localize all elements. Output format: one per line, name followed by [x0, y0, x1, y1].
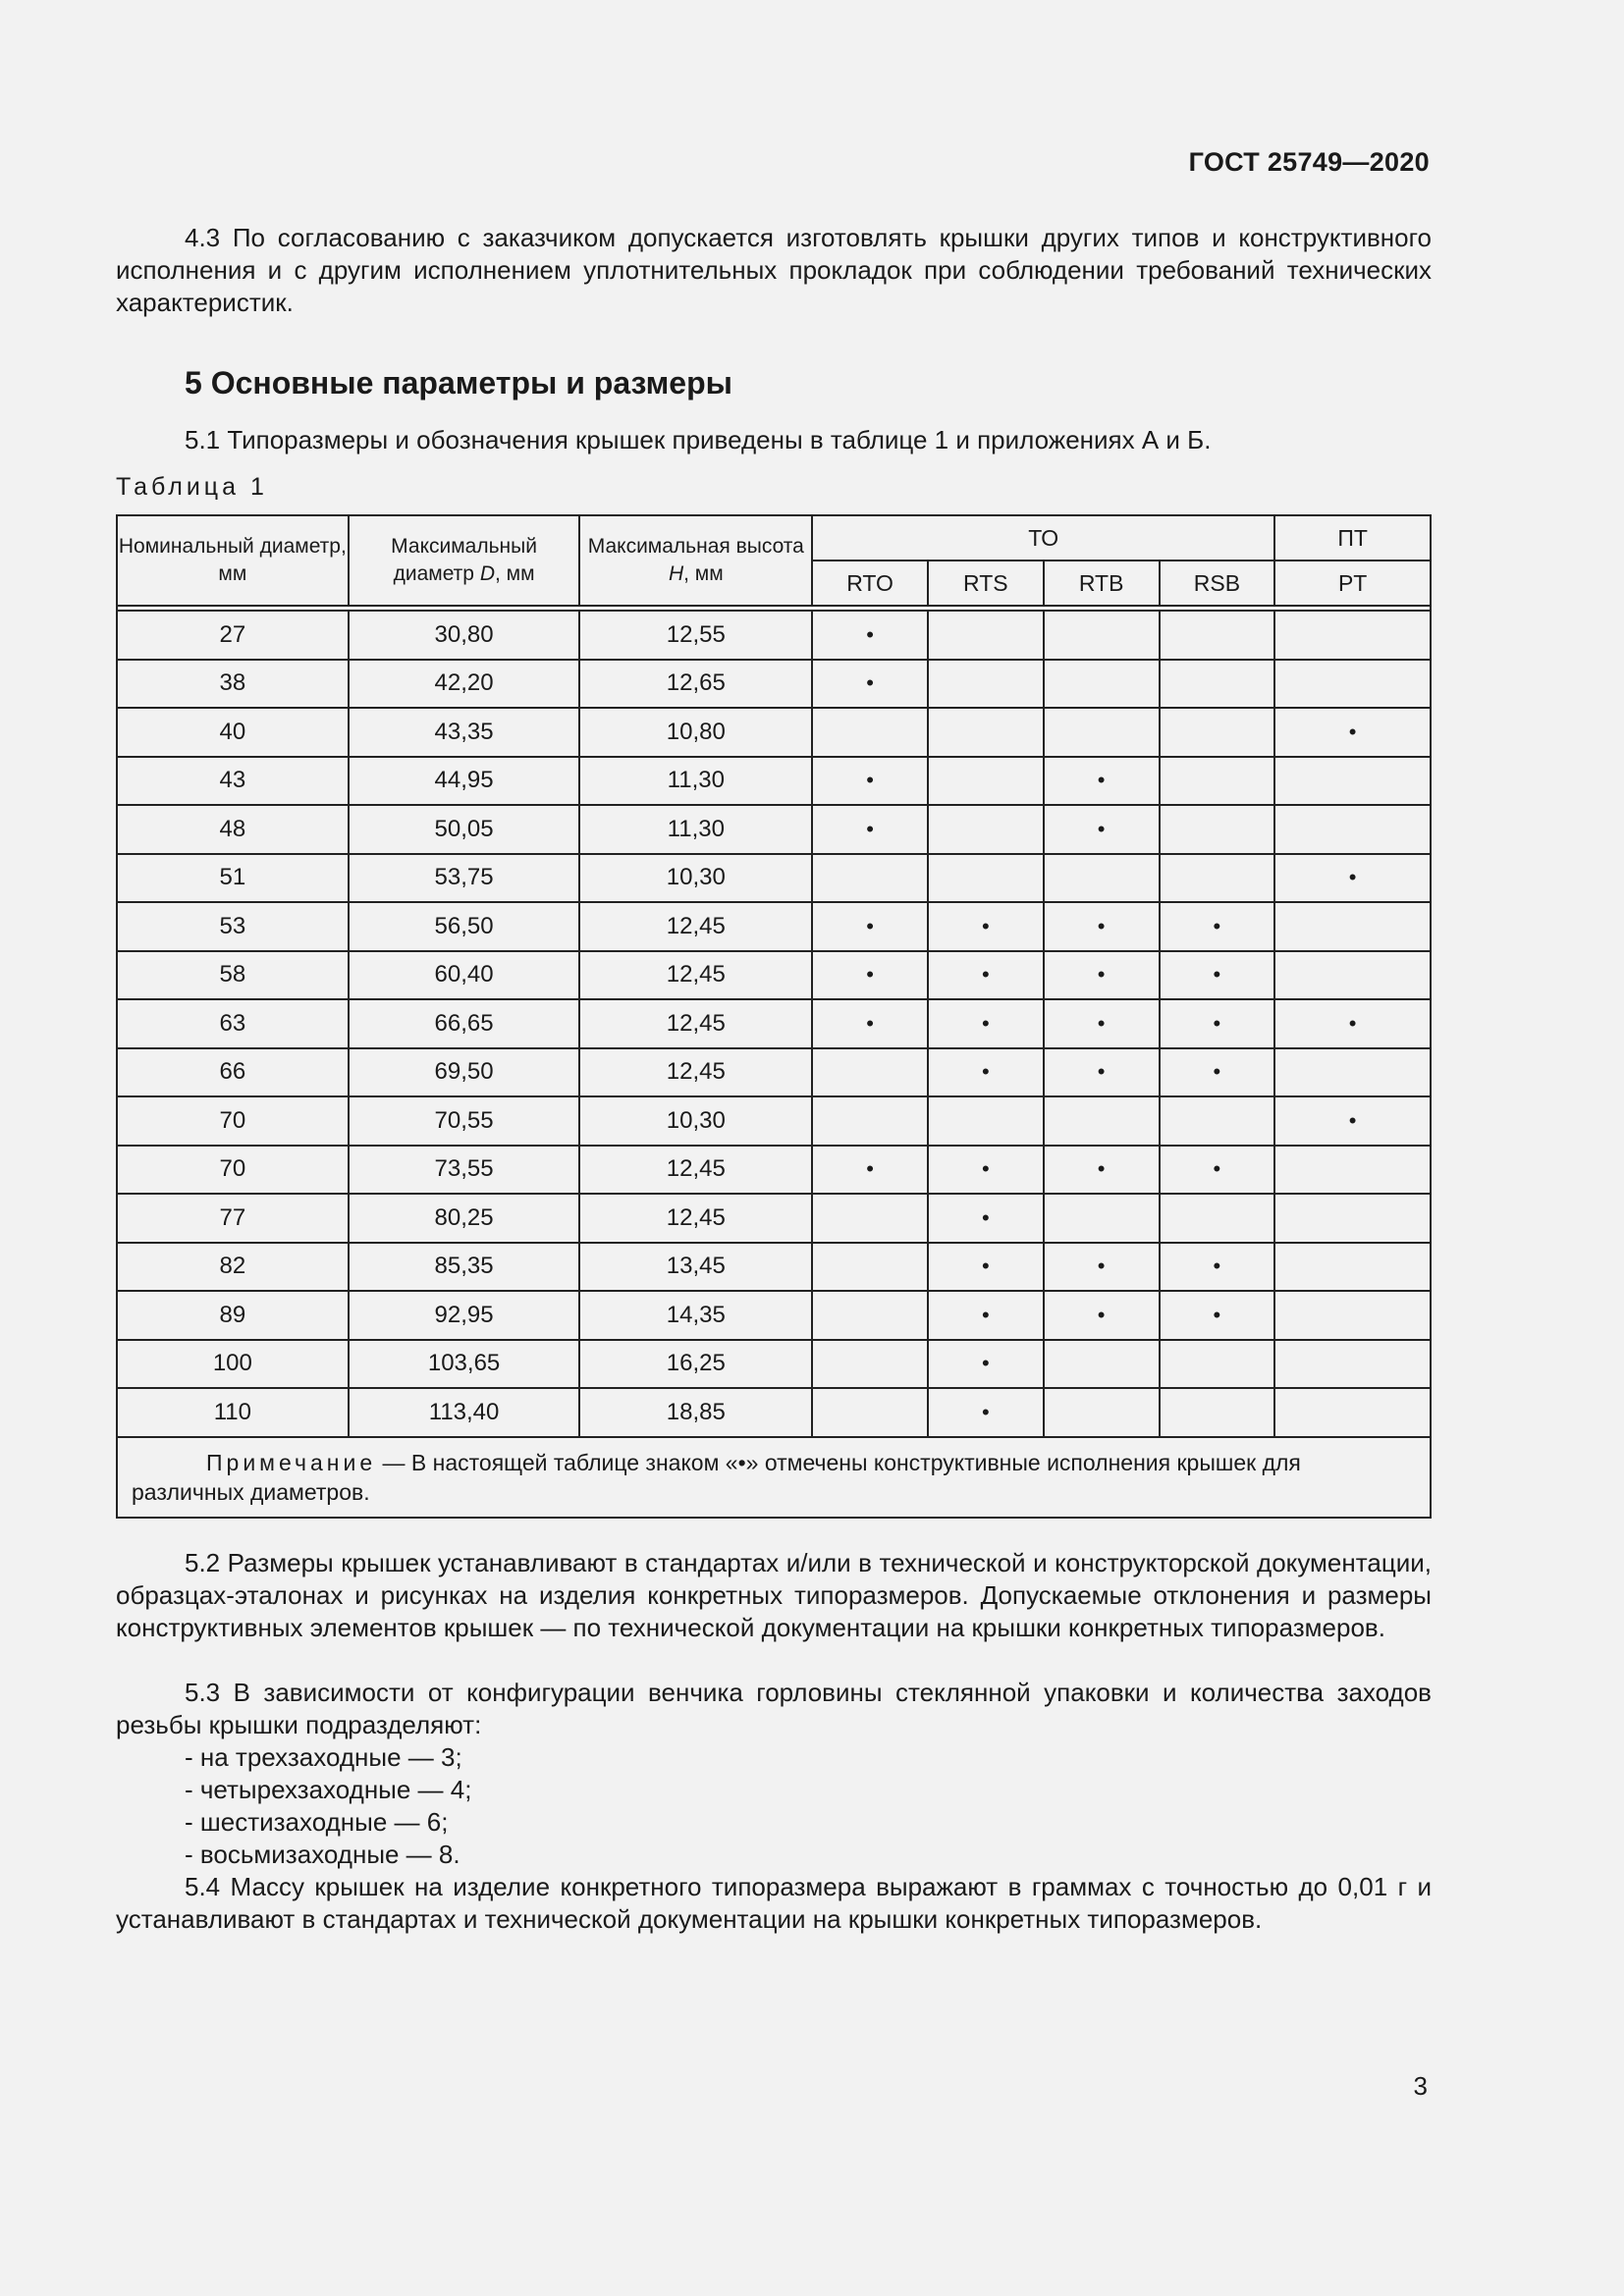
mark-dot: • [981, 1010, 990, 1036]
cell-nominal-diameter: 38 [117, 660, 349, 709]
list-item: - четырехзаходные — 4; [185, 1775, 472, 1804]
paragraph-5-2: 5.2 Размеры крышек устанавливают в стандартах и/или в технической и конструкторской документации, образцах-эталонах и рисунках на изделия конкретных типоразмеров. Допускаемые отклонения и размеры конструктивных элементов крышек — по технической документации на крышки конкретных типоразмеров. [116, 1548, 1432, 1642]
cell-pt [1274, 854, 1431, 903]
cell-rtb [1044, 1146, 1160, 1195]
table-body [117, 611, 1431, 1437]
cell-rts [928, 1243, 1044, 1292]
cell-nominal-diameter: 53 [117, 902, 349, 951]
mark-dot: • [1097, 816, 1106, 841]
cell-rto [812, 660, 928, 709]
list-item: - шестизаходные — 6; [185, 1807, 449, 1837]
paragraph-4-3: 4.3 По согласованию с заказчиком допускается изготовлять крышки других типов и конструктивного исполнения и с другим исполнением уплотнительных прокладок при соблюдении требований технических характеристик. [116, 223, 1432, 317]
table-caption: Таблица 1 [116, 473, 268, 501]
list-item: - на трехзаходные — 3; [185, 1742, 462, 1772]
note-label: Примечание [206, 1449, 377, 1475]
mark-dot: • [1097, 1059, 1106, 1085]
cell-rto [812, 805, 928, 854]
cell-pt [1274, 999, 1431, 1048]
cell-rts [928, 951, 1044, 1000]
cell-rto [812, 708, 928, 757]
mark-dot: • [981, 1399, 990, 1424]
cell-nominal-diameter: 58 [117, 951, 349, 1000]
cell-max-height: 10,30 [579, 854, 812, 903]
cell-rsb [1160, 1340, 1275, 1389]
cell-rsb [1160, 1243, 1275, 1292]
mark-dot: • [981, 1156, 990, 1182]
mark-dot: • [1213, 1010, 1221, 1036]
cell-max-height: 11,30 [579, 757, 812, 806]
cell-max-diameter: 42,20 [349, 660, 580, 709]
cell-rsb [1160, 951, 1275, 1000]
cell-max-height: 10,80 [579, 708, 812, 757]
cell-rsb [1160, 660, 1275, 709]
table-row [117, 902, 1431, 951]
cell-max-height: 10,30 [579, 1096, 812, 1146]
cell-rsb [1160, 1146, 1275, 1195]
cell-pt [1274, 1194, 1431, 1243]
cell-pt [1274, 757, 1431, 806]
mark-dot: • [866, 670, 874, 696]
cell-rtb [1044, 999, 1160, 1048]
mark-dot: • [1097, 1254, 1106, 1279]
cell-rts [928, 805, 1044, 854]
cell-max-diameter: 70,55 [349, 1096, 580, 1146]
cell-nominal-diameter: 48 [117, 805, 349, 854]
cell-max-diameter: 85,35 [349, 1243, 580, 1292]
cell-rto [812, 1194, 928, 1243]
header-rsb: RSB [1160, 561, 1275, 606]
cell-max-diameter: 60,40 [349, 951, 580, 1000]
cell-rts [928, 708, 1044, 757]
mark-dot: • [866, 913, 874, 938]
cell-rtb [1044, 660, 1160, 709]
mark-dot: • [1348, 719, 1357, 744]
table-row [117, 611, 1431, 660]
paragraph-5-1: 5.1 Типоразмеры и обозначения крышек приведены в таблице 1 и приложениях А и Б. [185, 425, 1212, 454]
cell-nominal-diameter: 82 [117, 1243, 349, 1292]
cell-rtb [1044, 1096, 1160, 1146]
cell-rsb [1160, 999, 1275, 1048]
cell-rtb [1044, 1291, 1160, 1340]
header-rto: RTO [812, 561, 928, 606]
cell-rsb [1160, 854, 1275, 903]
mark-dot: • [1097, 962, 1106, 988]
cell-nominal-diameter: 77 [117, 1194, 349, 1243]
cell-nominal-diameter: 70 [117, 1146, 349, 1195]
cell-rts [928, 902, 1044, 951]
cell-rts [928, 611, 1044, 660]
cell-rtb [1044, 1243, 1160, 1292]
header-rtb: RTB [1044, 561, 1160, 606]
cell-max-height: 18,85 [579, 1388, 812, 1437]
cell-pt [1274, 1146, 1431, 1195]
mark-dot: • [981, 1254, 990, 1279]
list-item: - восьмизаходные — 8. [185, 1840, 460, 1869]
note-text: — В настоящей таблице знаком «•» отмечены конструктивные исполнения крышек для различных диаметров. [132, 1449, 1301, 1505]
cell-pt [1274, 1388, 1431, 1437]
mark-dot: • [1097, 768, 1106, 793]
table-row [117, 854, 1431, 903]
cell-rts [928, 854, 1044, 903]
cell-rsb [1160, 1194, 1275, 1243]
cell-rsb [1160, 757, 1275, 806]
table-row [117, 1388, 1431, 1437]
paragraph-5-4: 5.4 Массу крышек на изделие конкретного типоразмера выражают в граммах с точностью до 0,01 г и устанавливают в стандартах и технической документации на крышки конкретных типоразмеров. [116, 1872, 1432, 1934]
cell-max-height: 11,30 [579, 805, 812, 854]
mark-dot: • [1097, 1010, 1106, 1036]
table-row [117, 999, 1431, 1048]
paragraph-5-3: 5.3 В зависимости от конфигурации венчика горловины стеклянной упаковки и количества заходов резьбы крышки подразделяют: [116, 1678, 1432, 1739]
mark-dot: • [1213, 1156, 1221, 1182]
table-row [117, 805, 1431, 854]
cell-max-height: 12,45 [579, 1048, 812, 1097]
cell-rtb [1044, 708, 1160, 757]
table-row [117, 1146, 1431, 1195]
header-max-height: Максимальная высота H, мм [579, 515, 812, 606]
cell-pt [1274, 660, 1431, 709]
cell-max-diameter: 44,95 [349, 757, 580, 806]
section-title: 5 Основные параметры и размеры [185, 365, 732, 400]
cell-rtb [1044, 902, 1160, 951]
cell-rts [928, 1194, 1044, 1243]
cell-max-height: 12,55 [579, 611, 812, 660]
cell-nominal-diameter: 27 [117, 611, 349, 660]
cell-nominal-diameter: 70 [117, 1096, 349, 1146]
cell-max-diameter: 50,05 [349, 805, 580, 854]
cell-rto [812, 1291, 928, 1340]
mark-dot: • [1213, 1302, 1221, 1327]
cell-max-height: 12,65 [579, 660, 812, 709]
cell-nominal-diameter: 89 [117, 1291, 349, 1340]
cell-max-diameter: 66,65 [349, 999, 580, 1048]
cell-rsb [1160, 1048, 1275, 1097]
table-row [117, 757, 1431, 806]
cell-rts [928, 999, 1044, 1048]
mark-dot: • [866, 621, 874, 647]
cell-rto [812, 1146, 928, 1195]
header-max-diameter: Максимальный диаметр D, мм [349, 515, 580, 606]
cell-rto [812, 951, 928, 1000]
cell-rto [812, 999, 928, 1048]
cell-rts [928, 757, 1044, 806]
cell-rsb [1160, 708, 1275, 757]
mark-dot: • [981, 962, 990, 988]
standard-designation: ГОСТ 25749—2020 [1188, 147, 1430, 177]
cell-pt [1274, 951, 1431, 1000]
mark-dot: • [981, 1204, 990, 1230]
cell-pt [1274, 1291, 1431, 1340]
cell-rsb [1160, 805, 1275, 854]
cell-rto [812, 1096, 928, 1146]
table-row [117, 708, 1431, 757]
table-row [117, 951, 1431, 1000]
cell-nominal-diameter: 40 [117, 708, 349, 757]
cell-rto [812, 757, 928, 806]
cell-rtb [1044, 854, 1160, 903]
cell-pt [1274, 708, 1431, 757]
cell-max-height: 12,45 [579, 902, 812, 951]
cell-max-height: 13,45 [579, 1243, 812, 1292]
cell-rtb [1044, 611, 1160, 660]
mark-dot: • [1213, 1059, 1221, 1085]
cell-rto [812, 1243, 928, 1292]
cell-max-height: 16,25 [579, 1340, 812, 1389]
cell-rtb [1044, 951, 1160, 1000]
cell-rts [928, 1096, 1044, 1146]
mark-dot: • [981, 913, 990, 938]
thread-types-list [185, 1741, 471, 1871]
cell-rsb [1160, 611, 1275, 660]
cell-rto [812, 1048, 928, 1097]
cell-rts [928, 1340, 1044, 1389]
mark-dot: • [866, 768, 874, 793]
cell-max-diameter: 80,25 [349, 1194, 580, 1243]
cell-pt [1274, 1096, 1431, 1146]
cell-nominal-diameter: 51 [117, 854, 349, 903]
cell-max-diameter: 113,40 [349, 1388, 580, 1437]
cell-rsb [1160, 1388, 1275, 1437]
cell-rto [812, 902, 928, 951]
cell-max-height: 12,45 [579, 999, 812, 1048]
cell-pt [1274, 1243, 1431, 1292]
cell-nominal-diameter: 43 [117, 757, 349, 806]
cell-rts [928, 1388, 1044, 1437]
parameters-table [116, 514, 1432, 1519]
mark-dot: • [1213, 962, 1221, 988]
cell-rtb [1044, 1194, 1160, 1243]
cell-rto [812, 1388, 928, 1437]
cell-rtb [1044, 757, 1160, 806]
header-pt: PT [1274, 561, 1431, 606]
cell-pt [1274, 902, 1431, 951]
cell-nominal-diameter: 110 [117, 1388, 349, 1437]
mark-dot: • [1348, 1107, 1357, 1133]
cell-max-diameter: 43,35 [349, 708, 580, 757]
table-row [117, 1243, 1431, 1292]
page-number: 3 [1413, 2071, 1428, 2101]
cell-max-height: 14,35 [579, 1291, 812, 1340]
cell-rsb [1160, 902, 1275, 951]
mark-dot: • [981, 1302, 990, 1327]
cell-nominal-diameter: 100 [117, 1340, 349, 1389]
cell-rts [928, 1048, 1044, 1097]
cell-max-height: 12,45 [579, 1194, 812, 1243]
cell-rtb [1044, 1340, 1160, 1389]
table-row [117, 1291, 1431, 1340]
table-row [117, 1194, 1431, 1243]
cell-pt [1274, 1340, 1431, 1389]
cell-rsb [1160, 1291, 1275, 1340]
cell-max-height: 12,45 [579, 1146, 812, 1195]
mark-dot: • [1097, 1156, 1106, 1182]
table-row [117, 660, 1431, 709]
cell-rtb [1044, 1048, 1160, 1097]
cell-pt [1274, 805, 1431, 854]
table-note [117, 1437, 1431, 1518]
cell-nominal-diameter: 66 [117, 1048, 349, 1097]
cell-max-diameter: 69,50 [349, 1048, 580, 1097]
cell-max-diameter: 92,95 [349, 1291, 580, 1340]
cell-rts [928, 660, 1044, 709]
mark-dot: • [1213, 913, 1221, 938]
cell-rtb [1044, 805, 1160, 854]
table-row [117, 1340, 1431, 1389]
cell-rts [928, 1146, 1044, 1195]
cell-rsb [1160, 1096, 1275, 1146]
mark-dot: • [866, 1010, 874, 1036]
mark-dot: • [1097, 1302, 1106, 1327]
mark-dot: • [1348, 1010, 1357, 1036]
cell-pt [1274, 1048, 1431, 1097]
table-row [117, 1096, 1431, 1146]
cell-rto [812, 1340, 928, 1389]
cell-rtb [1044, 1388, 1160, 1437]
cell-max-diameter: 53,75 [349, 854, 580, 903]
mark-dot: • [1097, 913, 1106, 938]
header-group-to: ТО [812, 515, 1274, 561]
mark-dot: • [981, 1351, 990, 1376]
cell-rto [812, 854, 928, 903]
cell-rts [928, 1291, 1044, 1340]
mark-dot: • [1213, 1254, 1221, 1279]
mark-dot: • [866, 816, 874, 841]
table-row [117, 1048, 1431, 1097]
cell-max-diameter: 103,65 [349, 1340, 580, 1389]
cell-max-diameter: 56,50 [349, 902, 580, 951]
mark-dot: • [866, 962, 874, 988]
header-nominal-diameter: Номинальный диаметр, мм [117, 515, 349, 606]
cell-rto [812, 611, 928, 660]
cell-nominal-diameter: 63 [117, 999, 349, 1048]
mark-dot: • [866, 1156, 874, 1182]
header-group-pt: ПТ [1274, 515, 1431, 561]
mark-dot: • [981, 1059, 990, 1085]
cell-max-diameter: 30,80 [349, 611, 580, 660]
cell-max-diameter: 73,55 [349, 1146, 580, 1195]
mark-dot: • [1348, 865, 1357, 890]
header-rts: RTS [928, 561, 1044, 606]
cell-pt [1274, 611, 1431, 660]
cell-max-height: 12,45 [579, 951, 812, 1000]
